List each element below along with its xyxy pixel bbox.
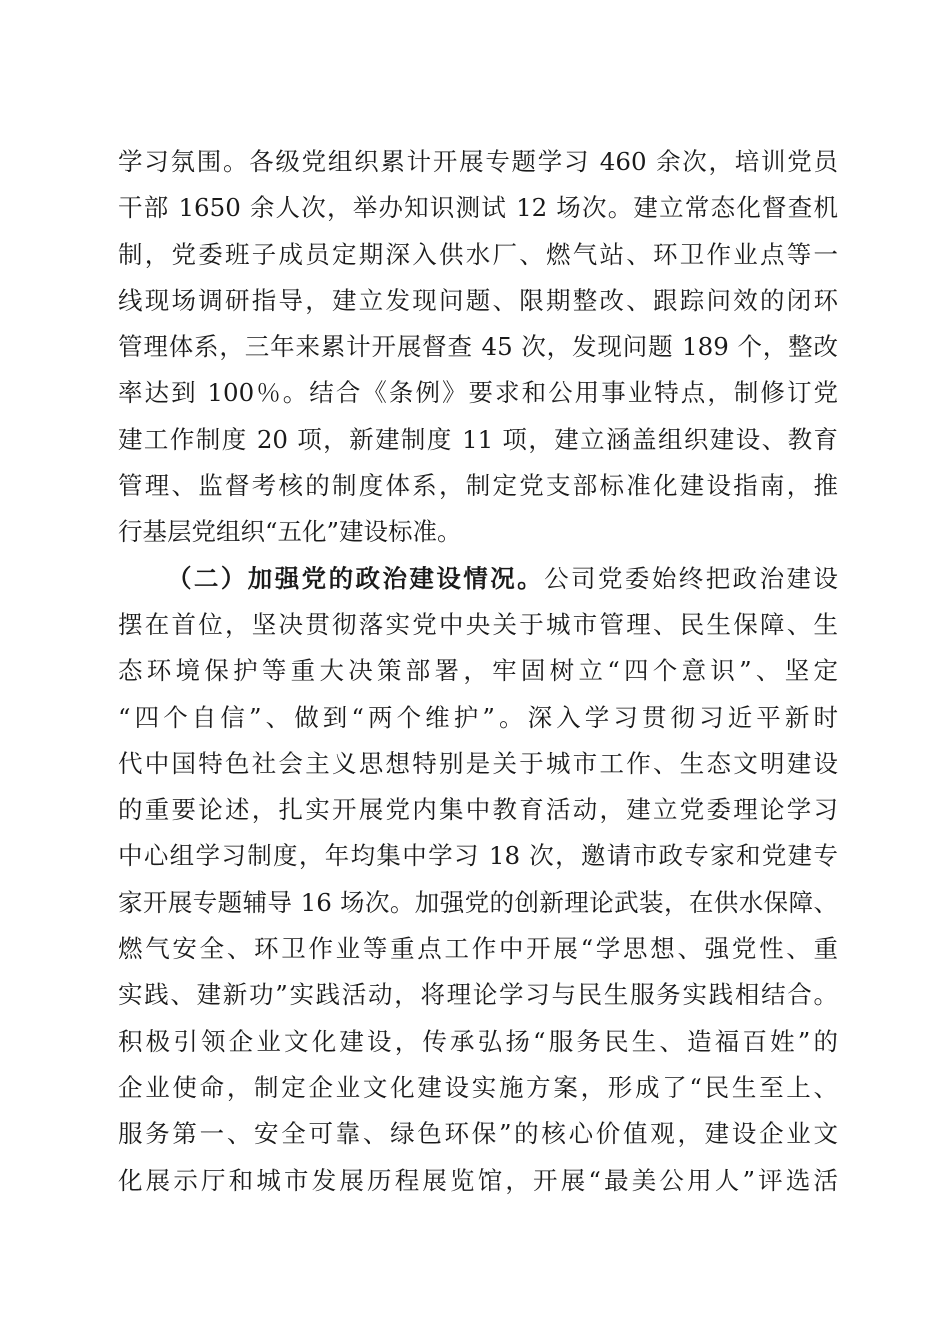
text-line: 燃气安全、环卫作业等重点工作中开展“学思想、强党性、重 <box>118 934 838 964</box>
text-line: 管理、监督考核的制度体系，制定党支部标准化建设指南，推 <box>118 471 838 501</box>
section-heading: （二）加强党的政治建设情况。 <box>167 563 545 593</box>
text-line: “四个自信”、做到“两个维护”。深入学习贯彻习近平新时 <box>118 702 838 732</box>
text-line: 学习氛围。各级党组织累计开展专题学习 460 余次，培训党员 <box>118 147 838 176</box>
text-line: 化展示厅和城市发展历程展览馆，开展“最美公用人”评选活 <box>118 1165 838 1195</box>
text-line: 制，党委班子成员定期深入供水厂、燃气站、环卫作业点等一 <box>118 239 838 269</box>
text-line: 线现场调研指导，建立发现问题、限期整改、跟踪问效的闭环 <box>118 285 838 315</box>
text-line: 摆在首位，坚决贯彻落实党中央关于城市管理、民生保障、生 <box>118 609 838 639</box>
text-line: 率达到 100％。结合《条例》要求和公用事业特点，制修订党 <box>118 378 838 408</box>
text-line: 建工作制度 20 项，新建制度 11 项，建立涵盖组织建设、教育 <box>118 424 838 454</box>
paragraph-first-line <box>118 556 838 602</box>
text-line: 积极引领企业文化建设，传承弘扬“服务民生、造福百姓”的 <box>118 1026 838 1056</box>
text-line: 家开展专题辅导 16 场次。加强党的创新理论武装，在供水保障、 <box>118 887 838 917</box>
text-line: 行基层党组织“五化”建设标准。 <box>118 517 462 547</box>
text-line: 代中国特色社会主义思想特别是关于城市工作、生态文明建设 <box>118 748 838 778</box>
document-body <box>118 139 838 1204</box>
text-line: 管理体系，三年来累计开展督查 45 次，发现问题 189 个，整改 <box>118 332 838 362</box>
text-line: 的重要论述，扎实开展党内集中教育活动，建立党委理论学习 <box>118 795 838 825</box>
text-line: 中心组学习制度，年均集中学习 18 次，邀请市政专家和党建专 <box>118 841 838 871</box>
text-line: 实践、建新功”实践活动，将理论学习与民生服务实践相结合。 <box>118 980 838 1010</box>
text-line: 态环境保护等重大决策部署，牢固树立“四个意识”、坚定 <box>118 656 838 686</box>
text-line: 服务第一、安全可靠、绿色环保”的核心价值观，建设企业文 <box>118 1119 838 1149</box>
text-span: 公司党委始终把政治建设 <box>544 563 838 593</box>
text-line: 企业使命，制定企业文化建设实施方案，形成了“民生至上、 <box>118 1072 838 1102</box>
text-line: 干部 1650 余人次，举办知识测试 12 场次。建立常态化督查机 <box>118 193 838 223</box>
